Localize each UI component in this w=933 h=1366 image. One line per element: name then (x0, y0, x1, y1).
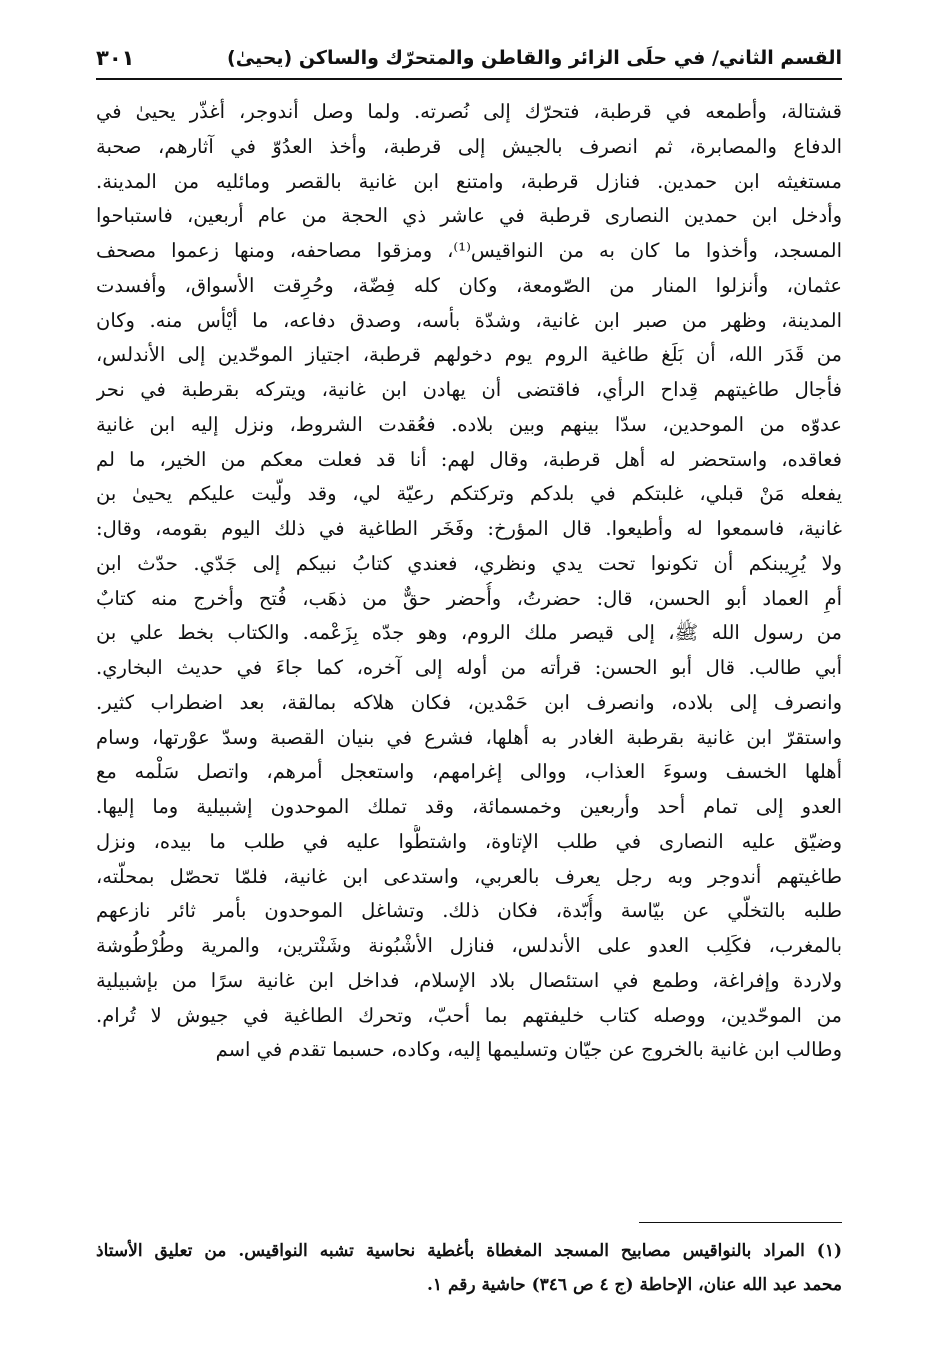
text-line: عدوّه من الموحدين، سدّا بينهم وبين بلاده. فعُقدت الشروط، ونزل إليه ابن غانية (96, 412, 842, 436)
footnote (96, 1234, 842, 1302)
text-line: قشتالة، وأطمعه في قرطبة، فتحرّك إلى نُصرته. ولما وصل أندوجر، أغذّر يحيىٰ في (96, 100, 842, 123)
main-text (96, 95, 842, 1068)
text-line: فعاقده، واستحضر له أهل قرطبة، وقال لهم: أنا قد فعلت معكم من الخير، ما لم (96, 447, 842, 471)
text-line: أبي طالب. قال أبو الحسن: قرأته من أوله إلى آخره، كما جاءَ في حديث البخاري. (96, 656, 842, 679)
text-line: العدو إلى تمام أحد وأربعين وخمسمائة، وقد تملك الموحدون إشبيلية وما إليها. (96, 795, 842, 818)
footnote-separator (639, 1222, 842, 1223)
text-line: ولاردة وإفراغة، وطمع في استئصال بلاد الإسلام، فداخل ابن غانية سرًا من بإشبيلية (96, 968, 842, 992)
text-line: من قَدَر الله، أن بَلَغ طاغية الروم يوم دخولهم قرطبة، اجتياز الموحّدين إلى الأندلس، (96, 343, 842, 367)
text-line: وضيّق عليه النصارى في طلب الإتاوة، واشتطُّوا عليه في طلب ما بيده، ونزل (96, 829, 842, 853)
header-title: القسم الثاني/ في حلَى الزائر والقاطن والمتحرّك والساكن (يحيىٰ) (227, 47, 842, 69)
text-line: غانية، فاسمعوا له وأطيعوا. قال المؤرخ: وفَخَر الطاغية في ذلك اليوم بقومه، وقال: (96, 517, 842, 540)
text-line: وأدخل ابن حمدين النصارى قرطبة في عاشر ذي الحجة من عام أربعين، فاستباحوا (96, 204, 842, 228)
footnote-line: (١) المراد بالنواقيس مصابيح المسجد المغطاة بأغطية نحاسية تشبه النواقيس. من تعليق الأستاذ (96, 1241, 842, 1261)
text-line: الدفاع والمصابرة، ثم انصرف بالجيش إلى قرطبة، وأخذ العدُوّ في آثارهم، صحبة (96, 134, 842, 158)
text-line: المدينة، وظهر من صبر ابن غانية، وشدّة بأسه، وصدق دفاعه، ما أيْأس منه. وكان (96, 308, 842, 332)
text-line: وانصرف إلى بلاده، وانصرف ابن حَمْدين، فكان هلاكه بمالقة، بعد اضطراب كثير. (96, 690, 842, 714)
text-line: وطالب ابن غانية بالخروج عن جيّان وتسليمها إليه، وكاده، حسبما تقدم في اسم (215, 1038, 842, 1062)
page-number: ٣٠١ (96, 46, 135, 70)
text-line: أهلها الخسف وسوءَ العذاب، ووالى إغرامهم، واستعجل أمرهم، واتصل سَلْمه مع (96, 760, 842, 784)
text-line: ولا يُرِيبنكم أن تكونوا تحت يدي ونظري، فعندي كتابُ نبيكم إلى جَدّي. حدّث ابن (96, 551, 842, 575)
text-line: فأجال طاغيتهم قِداح الرأي، فاقتضى أن يهادن ابن غانية، ويتركه بقرطبة في نحر (96, 378, 842, 401)
text-line: مستغيثه ابن حمدين. فنازل قرطبة، وامتنع ابن غانية بالقصر ومائليه من المدينة. (96, 169, 842, 193)
text-line: بالمغرب، فكَلِب العدو على الأندلس، فنازل الأشْبُونة وشَنْترين، والمرية وطُرْطُوشة (96, 934, 842, 957)
text-line: طاغيتهم أندوجر وبه رجل يعرف بالعربي، واستدعى ابن غانية، فلمّا تحصّل بمحلّته، (96, 864, 842, 888)
text-line: من رسول الله ﷺ، إلى قيصر ملك الروم، وهو جدّه بِزَعْمه. والكتاب بخط علي بن (96, 621, 842, 645)
text-line: واستقرّ ابن غانية بقرطبة الغادر به أهلها، فشرع في بنيان القصبة وسدّ عوْرتها، وسام (96, 725, 842, 749)
text-line: من الموحّدين، ووصله كتاب خليفتهم بما أحبّ، وتحرك الطاغية في جيوش لا تُرام. (96, 1003, 842, 1027)
text-line: يفعله مَنْ قبلي، غلبتكم في بلدكم وتركتكم رعيّة لي، وقد ولّيت عليكم يحيىٰ بن (96, 482, 842, 506)
running-header (96, 38, 842, 80)
text-line: المسجد، وأخذوا ما كان به من النواقيس⁽¹⁾، ومزقوا مصاحفه، ومنها زعموا مصحف (96, 239, 842, 262)
text-line: أمِ العماد أبو الحسن، قال: حضرتُ، وأُحضر حقٌّ من ذهَب، فُتح وأخرج منه كتابٌ (96, 586, 842, 610)
footnote-line: محمد عبد الله عنان، الإحاطة (ج ٤ ص ٣٤٦) حاشية رقم ١. (426, 1275, 842, 1295)
text-line: عثمان، وأنزلوا المنار من الصّومعة، وكان كله فِضّة، وحُرِقت الأسواق، وأفسدت (96, 273, 842, 297)
text-line: طلبه بالتخلّي عن بيّاسة وأُبّدة، فكان ذلك. وتشاغل الموحدون بأمر ثائر نازعهم (96, 899, 842, 923)
